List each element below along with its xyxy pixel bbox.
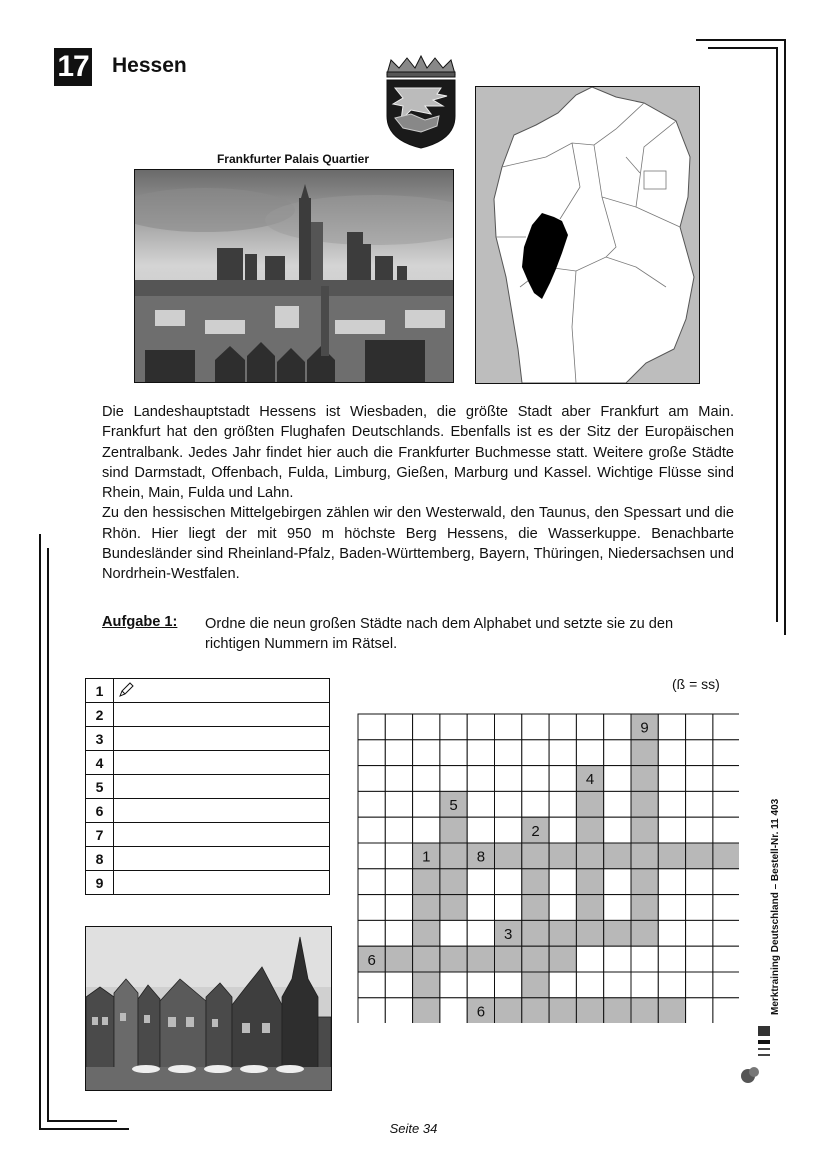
crossword-answer-cell[interactable]: [413, 998, 440, 1023]
crossword-clue-number: 3: [504, 926, 513, 943]
frame-line: [784, 39, 786, 635]
task-instruction: Ordne die neun großen Städte nach dem Alphabet und setzte sie zu den richtigen Nummern im Rätsel.: [205, 616, 674, 653]
answer-field[interactable]: [114, 775, 330, 799]
crossword-cell: [658, 714, 685, 740]
crossword-cell: [604, 791, 631, 817]
crossword-answer-cell[interactable]: [631, 843, 658, 869]
crossword-cell: [358, 766, 385, 792]
crossword-answer-cell[interactable]: [576, 998, 603, 1023]
crossword-cell: [358, 714, 385, 740]
crossword-answer-cell[interactable]: [440, 946, 467, 972]
crossword-answer-cell[interactable]: [413, 869, 440, 895]
crossword-answer-cell[interactable]: [413, 920, 440, 946]
info-text: [102, 402, 734, 585]
crossword-cell: [549, 895, 576, 921]
answer-number: 9: [86, 871, 114, 895]
publisher-logo-icon: [738, 1020, 772, 1090]
answer-field[interactable]: [114, 751, 330, 775]
crossword-clue-number: 8: [476, 848, 486, 866]
answer-field[interactable]: [114, 799, 330, 823]
crossword-cell: [495, 766, 522, 792]
crossword-cell: [385, 895, 412, 921]
crossword-answer-cell[interactable]: [576, 869, 603, 895]
crossword-cell: [467, 714, 494, 740]
crossword-clue-number: 1: [422, 848, 431, 866]
crossword-cell: [604, 869, 631, 895]
crossword-clue-number: 9: [640, 719, 649, 737]
crossword-cell: [604, 766, 631, 792]
crossword-cell: [385, 714, 412, 740]
crossword-answer-cell[interactable]: [658, 843, 685, 869]
crossword-cell: [658, 869, 685, 895]
crossword-cell: [549, 869, 576, 895]
crossword-cell: [576, 740, 603, 766]
answer-row: [86, 727, 330, 751]
crossword-cell: [440, 714, 467, 740]
crossword-answer-cell[interactable]: [440, 843, 467, 869]
crossword-answer-cell[interactable]: [522, 843, 549, 869]
crossword-cell: [604, 817, 631, 843]
crossword-cell: [467, 791, 494, 817]
crossword-answer-cell[interactable]: [576, 920, 603, 946]
crossword-cell: [440, 766, 467, 792]
crossword-cell: [686, 817, 713, 843]
crossword-cell: [413, 740, 440, 766]
crossword-answer-cell[interactable]: [604, 920, 631, 946]
crossword-cell: [686, 998, 713, 1023]
crossword-cell: [604, 740, 631, 766]
crossword-grid: [357, 713, 739, 1023]
crossword-cell: [686, 920, 713, 946]
crossword-cell: [658, 817, 685, 843]
crossword-answer-cell[interactable]: [576, 843, 603, 869]
crossword-answer-cell[interactable]: [604, 843, 631, 869]
crossword-cell: [576, 946, 603, 972]
crossword-cell: [658, 895, 685, 921]
crossword-cell: [385, 920, 412, 946]
crossword-cell: [522, 791, 549, 817]
info-paragraph: Die Landeshauptstadt Hessens ist Wiesbaden, die größte Stadt aber Frankfurt am Main. Frankfurt hat den größten Flughafen Deutschlands. Ebenfalls ist es der Sitz der Europäischen Zentralbank. Jedes Jahr findet hier auch die Frankfurter Buchmesse statt. Weitere große Städte sind Darmstadt, Offenbach, Fulda, Limburg, Gießen, Marburg und Kassel. Wichtige Flüsse sind Rhein, Main, Fulda und Lahn.: [102, 404, 734, 502]
crossword-cell: [713, 895, 739, 921]
answer-number: 4: [86, 751, 114, 775]
answer-row: [86, 775, 330, 799]
crossword-answer-cell[interactable]: [495, 946, 522, 972]
crossword-cell: [358, 817, 385, 843]
germany-map: [475, 86, 700, 384]
crossword-cell: [713, 714, 739, 740]
crossword-cell: [495, 817, 522, 843]
crossword-cell: [358, 895, 385, 921]
crossword-cell: [358, 998, 385, 1023]
crossword-cell: [385, 972, 412, 998]
crossword-answer-cell[interactable]: [440, 817, 467, 843]
crossword-cell: [495, 740, 522, 766]
answer-number: 8: [86, 847, 114, 871]
crossword-cell: [658, 946, 685, 972]
crossword-cell: [576, 714, 603, 740]
answer-field[interactable]: [114, 847, 330, 871]
crossword-cell: [467, 895, 494, 921]
crossword-cell: [686, 972, 713, 998]
crossword-cell: [604, 972, 631, 998]
crossword-cell: [413, 714, 440, 740]
crossword-answer-cell[interactable]: [576, 791, 603, 817]
answer-number: 2: [86, 703, 114, 727]
roemerberg-photo: [85, 926, 332, 1091]
answer-number: 6: [86, 799, 114, 823]
crossword-cell: [658, 791, 685, 817]
answer-row: [86, 799, 330, 823]
crossword-cell: [467, 740, 494, 766]
crossword-cell: [495, 714, 522, 740]
crossword-cell: [385, 817, 412, 843]
crossword-cell: [549, 972, 576, 998]
crossword-cell: [686, 869, 713, 895]
crossword-cell: [385, 998, 412, 1023]
crossword-cell: [440, 972, 467, 998]
page-title: Hessen: [112, 54, 187, 77]
pencil-icon: [118, 682, 134, 698]
crossword-answer-cell[interactable]: [522, 920, 549, 946]
frame-line: [39, 534, 41, 1130]
crossword-cell: [385, 843, 412, 869]
crossword-cell: [713, 791, 739, 817]
crossword-answer-cell[interactable]: [576, 817, 603, 843]
answer-number: 3: [86, 727, 114, 751]
crossword-answer-cell[interactable]: [522, 895, 549, 921]
crossword-cell: [713, 946, 739, 972]
crossword-cell: [440, 998, 467, 1023]
crossword-answer-cell[interactable]: [522, 946, 549, 972]
crossword-cell: [631, 972, 658, 998]
crossword-cell: [467, 972, 494, 998]
crossword-cell: [713, 740, 739, 766]
answer-row: [86, 679, 330, 703]
frame-line: [696, 39, 786, 41]
crossword-cell: [686, 740, 713, 766]
crossword-cell: [495, 895, 522, 921]
crossword-cell: [713, 972, 739, 998]
crossword-answer-cell[interactable]: [631, 791, 658, 817]
crossword-clue-number: 5: [449, 797, 458, 814]
crossword-clue-number: 4: [585, 771, 595, 789]
crossword-cell: [385, 766, 412, 792]
crossword-cell: [686, 766, 713, 792]
crossword-cell: [440, 740, 467, 766]
answer-number: 5: [86, 775, 114, 799]
crossword-cell: [522, 766, 549, 792]
crossword-cell: [713, 998, 739, 1023]
crossword-cell: [358, 843, 385, 869]
answer-field[interactable]: [114, 823, 330, 847]
crossword-cell: [686, 895, 713, 921]
crossword-cell: [413, 817, 440, 843]
crossword-cell: [495, 972, 522, 998]
page-number: Seite 34: [389, 1121, 438, 1136]
crossword-answer-cell[interactable]: [467, 946, 494, 972]
crossword-cell: [358, 740, 385, 766]
answer-number: 7: [86, 823, 114, 847]
crossword-cell: [604, 895, 631, 921]
crossword-answer-cell[interactable]: [413, 946, 440, 972]
answer-field[interactable]: [114, 727, 330, 751]
crossword-answer-cell[interactable]: [549, 920, 576, 946]
crossword-answer-cell[interactable]: [495, 998, 522, 1023]
crossword-clue-number: 6: [476, 1003, 486, 1021]
crossword-cell: [713, 817, 739, 843]
crossword-cell: [686, 946, 713, 972]
publisher-info: Merktraining Deutschland – Bestell-Nr. 11 403: [770, 798, 781, 1015]
crossword-clue-number: 6: [367, 951, 376, 969]
crossword-cell: [358, 920, 385, 946]
photo-caption: Frankfurter Palais Quartier: [216, 152, 370, 166]
crossword-cell: [686, 791, 713, 817]
crossword-cell: [358, 791, 385, 817]
answer-number: 1: [86, 679, 114, 703]
crossword-answer-cell[interactable]: [549, 998, 576, 1023]
crossword-clue-number: 2: [531, 822, 540, 840]
crossword-cell: [522, 740, 549, 766]
crossword-cell: [467, 766, 494, 792]
info-paragraph: Zu den hessischen Mittelgebirgen zählen wir den Westerwald, den Taunus, den Spessart und die Rhön. Hier liegt der mit 950 m höchste Berg Hessens, die Wasserkuppe. Benachbarte Bundesländer sind Rheinland-Pfalz, Baden-Württemberg, Bayern, Thüringen, Niedersachsen und Nordrhein-Westfalen.: [102, 505, 734, 583]
answer-field[interactable]: [114, 679, 330, 703]
crossword-cell: [495, 791, 522, 817]
crossword-cell: [413, 791, 440, 817]
crossword-answer-cell[interactable]: [385, 946, 412, 972]
crossword-cell: [358, 869, 385, 895]
answer-row: [86, 847, 330, 871]
crossword-cell: [467, 920, 494, 946]
crossword-answer-cell[interactable]: [549, 946, 576, 972]
crossword-cell: [467, 817, 494, 843]
crossword-cell: [413, 766, 440, 792]
crossword-cell: [576, 972, 603, 998]
crossword-cell: [658, 920, 685, 946]
crossword-answer-cell[interactable]: [413, 895, 440, 921]
crossword-cell: [658, 740, 685, 766]
crossword-cell: [549, 791, 576, 817]
crossword-cell: [549, 817, 576, 843]
frame-line: [776, 47, 778, 622]
frame-line: [47, 548, 49, 1122]
crossword-cell: [604, 946, 631, 972]
crossword-answer-cell[interactable]: [686, 843, 713, 869]
crossword-answer-cell[interactable]: [440, 895, 467, 921]
crossword-answer-cell[interactable]: [631, 998, 658, 1023]
crossword-cell: [686, 714, 713, 740]
crossword-answer-cell[interactable]: [658, 998, 685, 1023]
answer-field[interactable]: [114, 871, 330, 895]
answer-table: [85, 678, 330, 895]
crossword-answer-cell[interactable]: [413, 972, 440, 998]
crossword-answer-cell[interactable]: [631, 869, 658, 895]
crossword-cell: [385, 791, 412, 817]
crossword-answer-cell[interactable]: [549, 843, 576, 869]
crossword-cell: [658, 972, 685, 998]
answer-field[interactable]: [114, 703, 330, 727]
crossword-answer-cell[interactable]: [631, 766, 658, 792]
crossword-answer-cell[interactable]: [631, 817, 658, 843]
crossword-cell: [713, 766, 739, 792]
chapter-number: 17: [54, 48, 92, 86]
crossword-answer-cell[interactable]: [631, 895, 658, 921]
crossword-answer-cell[interactable]: [631, 920, 658, 946]
answer-row: [86, 751, 330, 775]
crossword-cell: [604, 714, 631, 740]
crossword-cell: [495, 869, 522, 895]
frame-line: [708, 47, 778, 49]
crossword-cell: [385, 869, 412, 895]
crossword-answer-cell[interactable]: [631, 740, 658, 766]
crossword-cell: [658, 766, 685, 792]
crossword-cell: [549, 766, 576, 792]
crossword-cell: [631, 946, 658, 972]
crossword-cell: [358, 972, 385, 998]
crossword-cell: [467, 869, 494, 895]
crossword-cell: [522, 714, 549, 740]
crossword-cell: [385, 740, 412, 766]
crossword-answer-cell[interactable]: [522, 869, 549, 895]
crossword-cell: [549, 740, 576, 766]
crossword-answer-cell[interactable]: [522, 972, 549, 998]
crossword-cell: [713, 920, 739, 946]
crossword-answer-cell[interactable]: [713, 843, 739, 869]
crossword-answer-cell[interactable]: [604, 998, 631, 1023]
answer-row: [86, 823, 330, 847]
task-label: Aufgabe 1:: [102, 614, 178, 630]
crossword-answer-cell[interactable]: [440, 869, 467, 895]
crossword-answer-cell[interactable]: [576, 895, 603, 921]
crossword-answer-cell[interactable]: [522, 998, 549, 1023]
crossword-cell: [440, 920, 467, 946]
coat-of-arms-icon: [381, 54, 461, 150]
crossword-cell: [549, 714, 576, 740]
crossword-answer-cell[interactable]: [495, 843, 522, 869]
crossword-cell: [713, 869, 739, 895]
answer-row: [86, 703, 330, 727]
hint-text: (ß = ss): [672, 676, 720, 692]
skyline-photo: [134, 169, 454, 383]
answer-row: [86, 871, 330, 895]
